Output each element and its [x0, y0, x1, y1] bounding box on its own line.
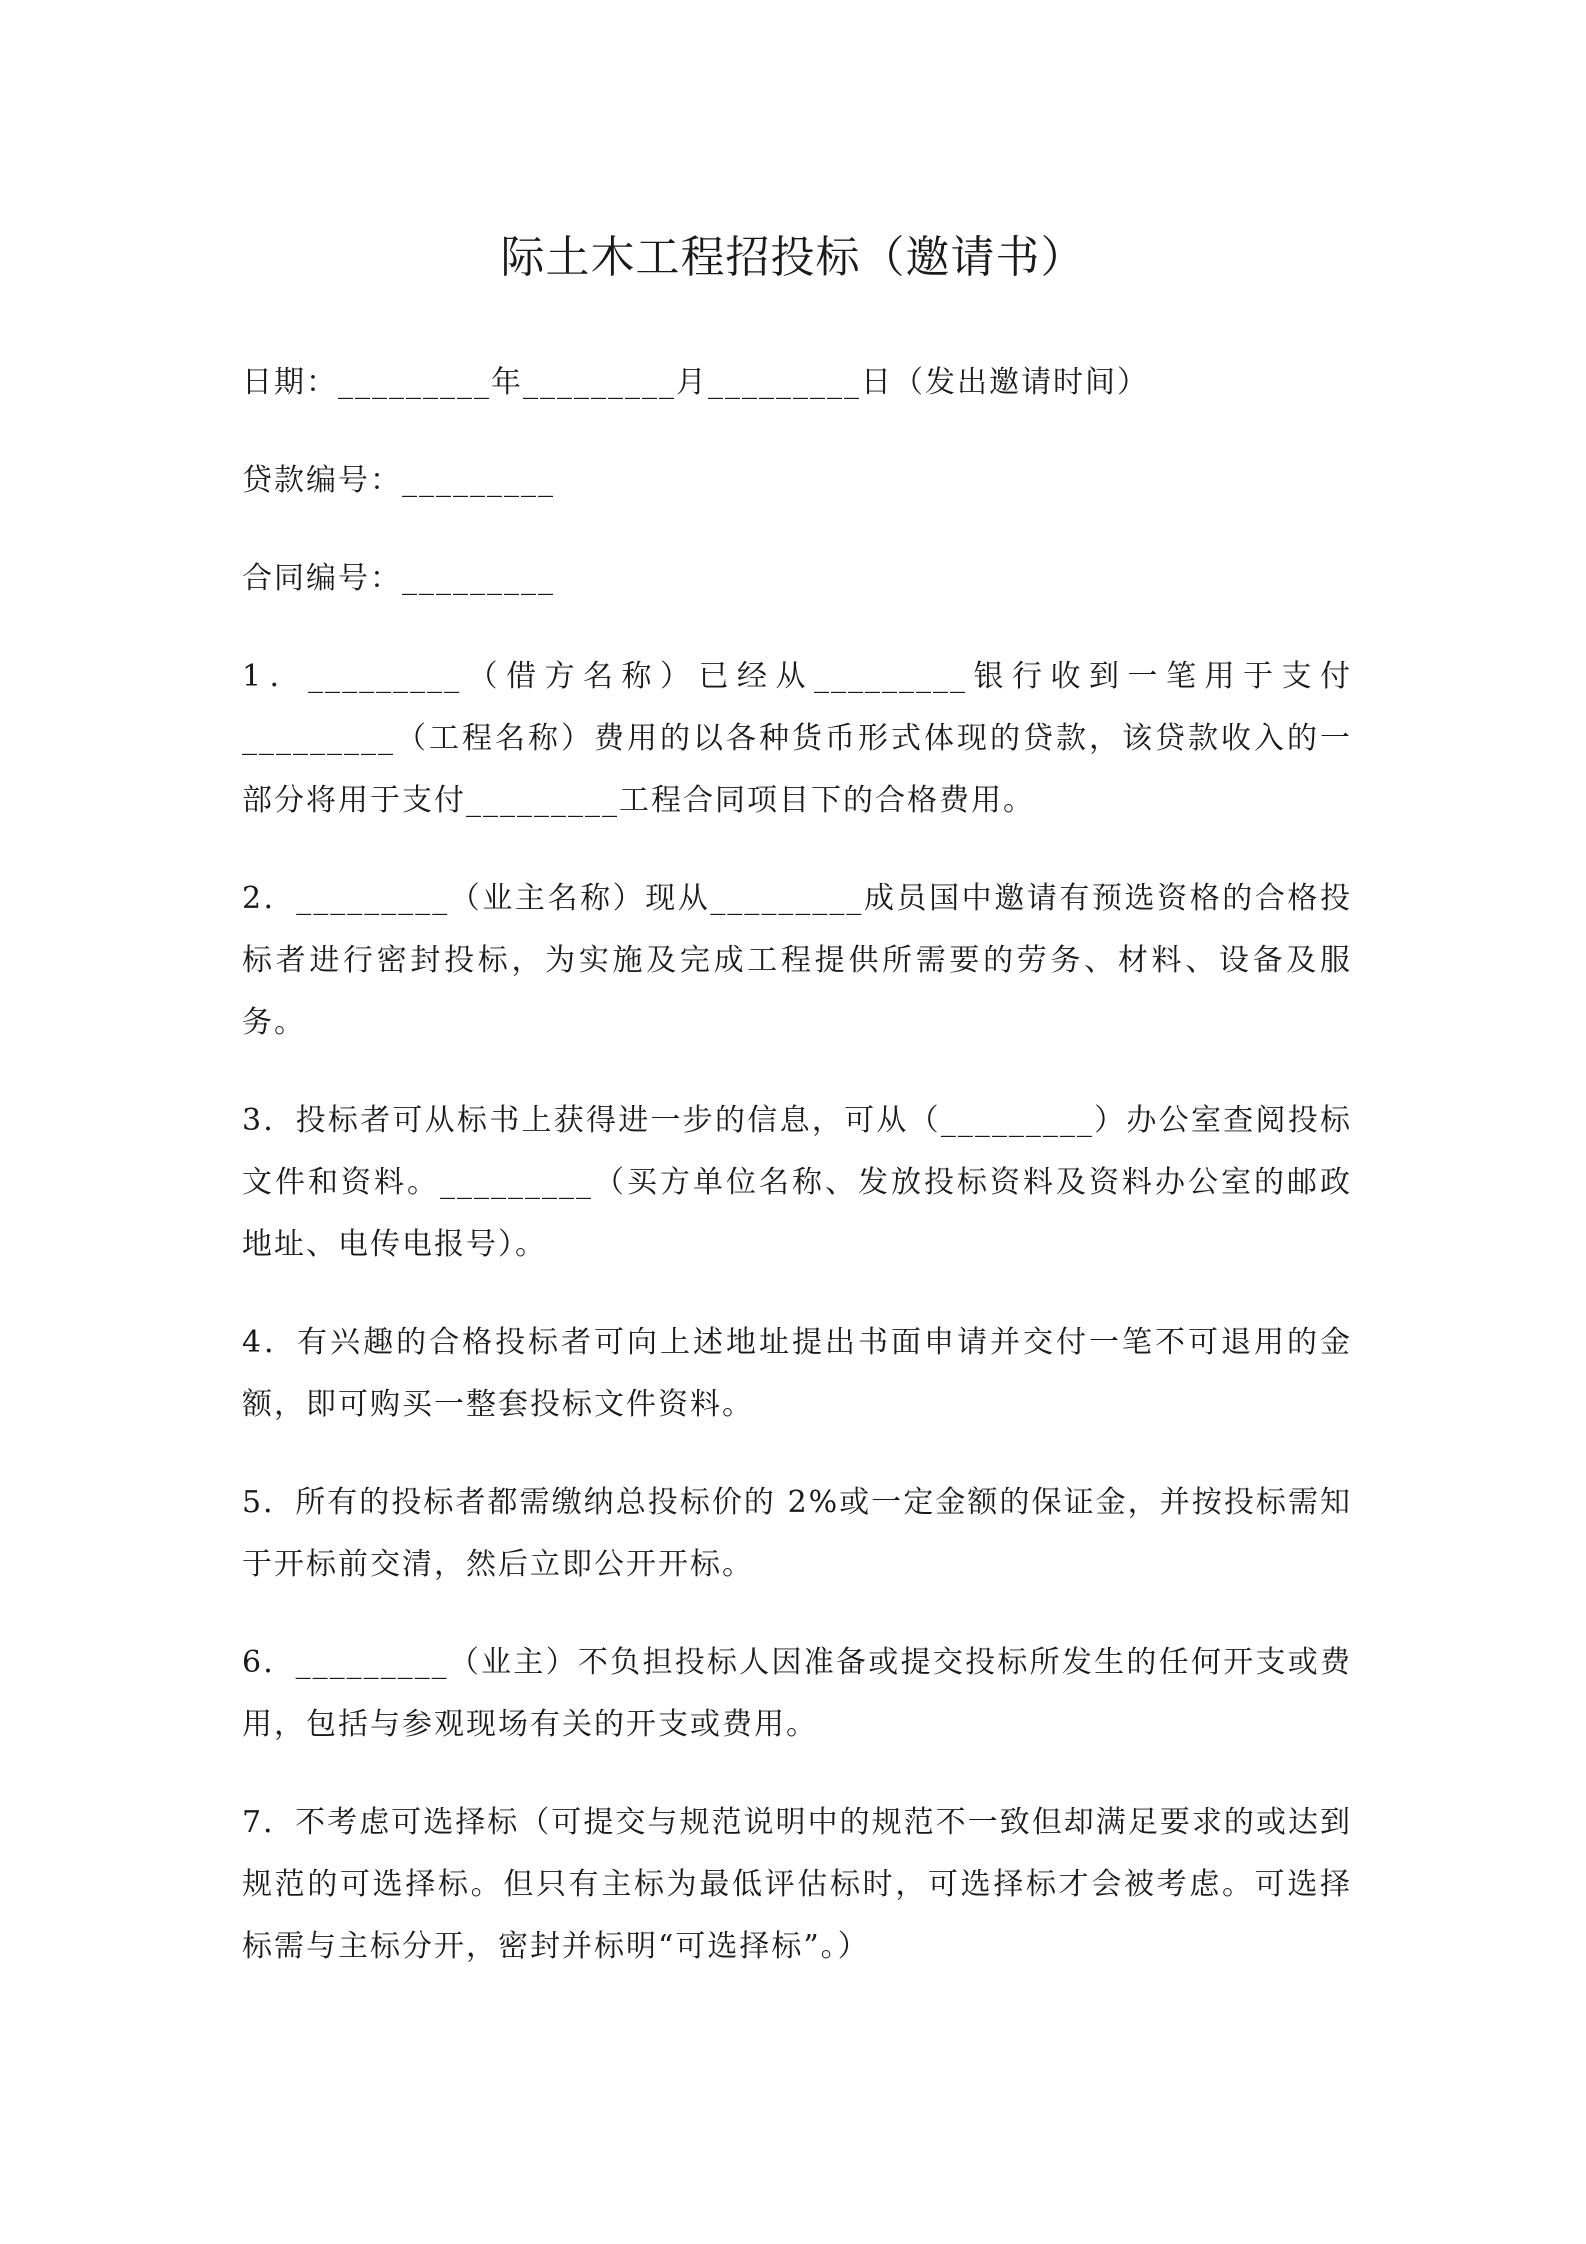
- document-title: 际土木工程招投标（邀请书）: [500, 232, 1086, 283]
- paragraph-2: 2．_________（业主名称）现从_________成员国中邀请有预选资格的合格投标者进行密封投标，为实施及完成工程提供所需要的劳务、材料、设备及服务。: [242, 881, 1352, 1040]
- paragraph-3: 3．投标者可从标书上获得进一步的信息，可从（_________）办公室查阅投标文件和资料。_________（买方单位名称、发放投标资料及资料办公室的邮政地址、电传电报号）。: [242, 1103, 1352, 1262]
- paragraph-4: 4．有兴趣的合格投标者可向上述地址提出书面申请并交付一笔不可退用的金额，即可购买一整套投标文件资料。: [242, 1325, 1352, 1422]
- paragraph-1: 1．_________（借方名称）已经从_________银行收到一笔用于支付_________（工程名称）费用的以各种货币形式体现的贷款，该贷款收入的一部分将用于支付_________工程合同项目下的合格费用。: [242, 659, 1352, 818]
- date-line: 日期：_________年_________月_________日（发出邀请时间）: [242, 365, 1149, 400]
- paragraph-5: 5．所有的投标者都需缴纳总投标价的 2%或一定金额的保证金，并按投标需知于开标前交清，然后立即公开开标。: [242, 1485, 1352, 1582]
- document-body: [242, 352, 1352, 2014]
- paragraph-7: 7．不考虑可选择标（可提交与规范说明中的规范不一致但却满足要求的或达到规范的可选择标。但只有主标为最低评估标时，可选择标才会被考虑。可选择标需与主标分开，密封并标明“可选择标”。）: [242, 1805, 1352, 1964]
- paragraph-6: 6．_________（业主）不负担投标人因准备或提交投标所发生的任何开支或费用，包括与参观现场有关的开支或费用。: [242, 1645, 1352, 1742]
- contract-number-line: 合同编号：_________: [242, 561, 555, 596]
- loan-number-line: 贷款编号：_________: [242, 463, 555, 498]
